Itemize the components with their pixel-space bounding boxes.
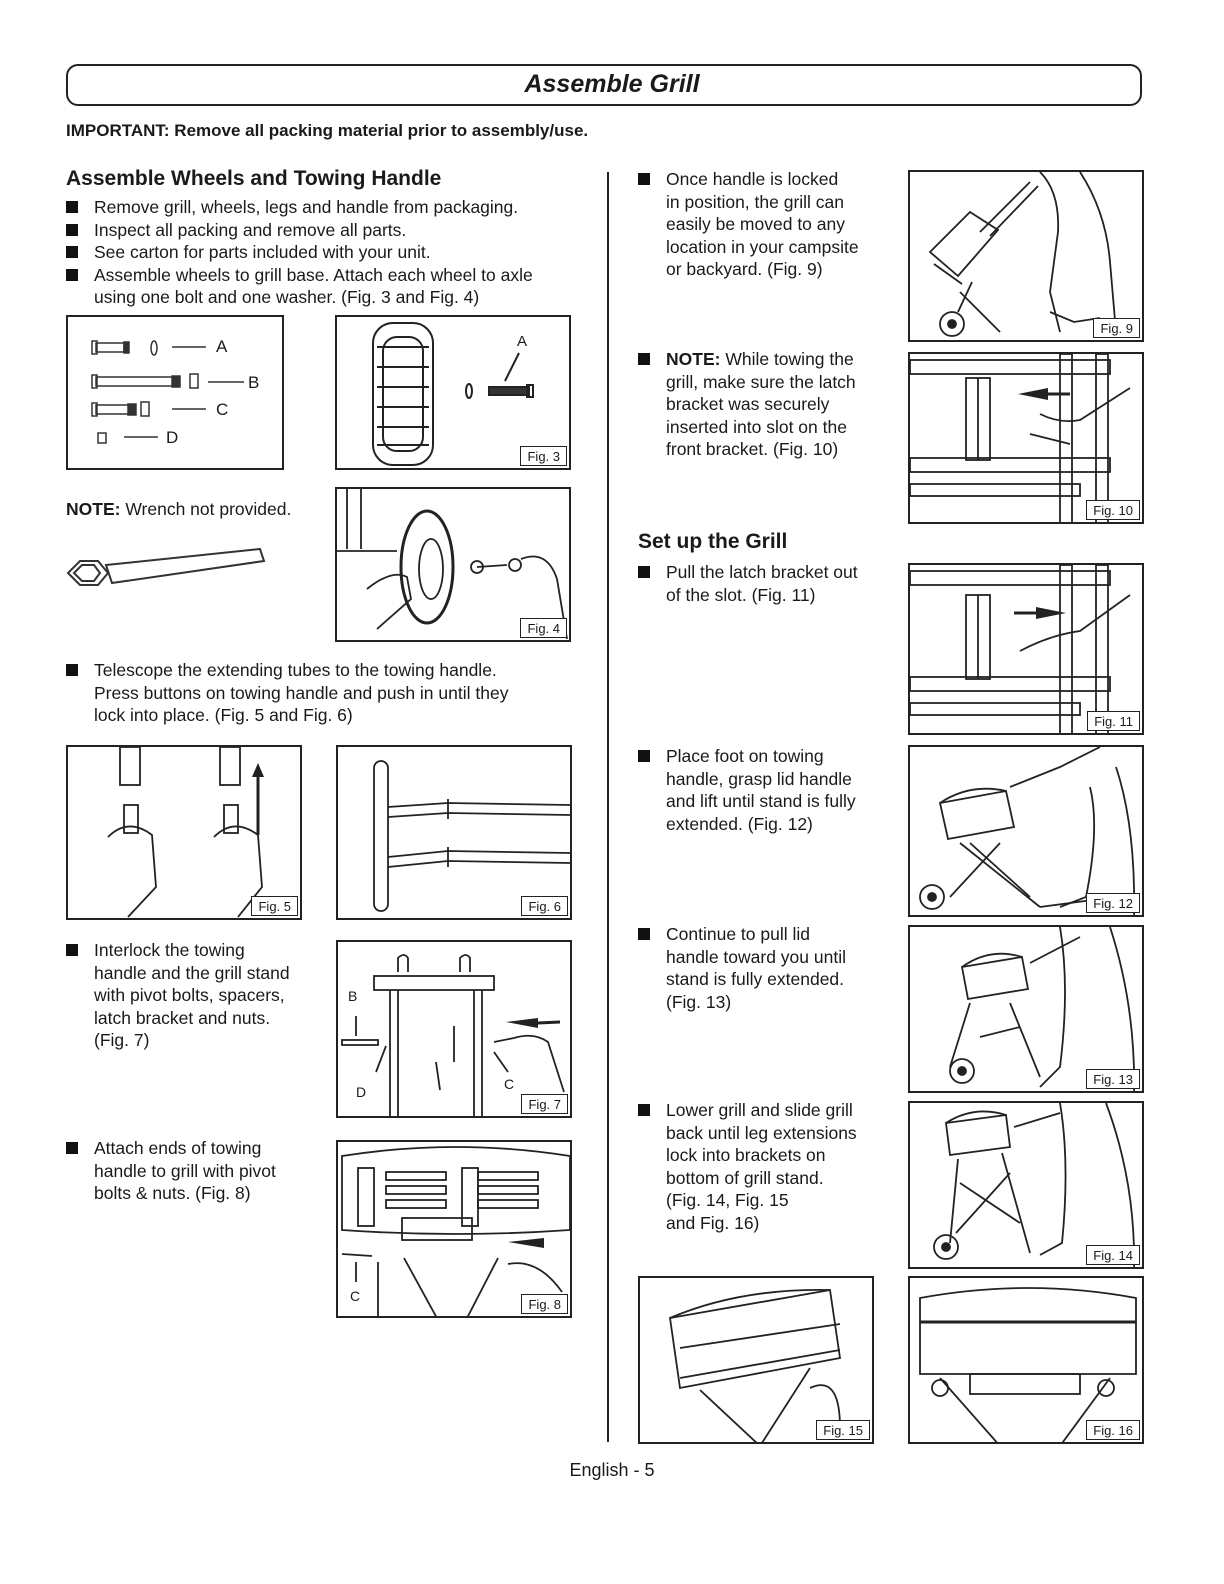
- note-text: grill, make sure the latch: [666, 371, 856, 392]
- list-item-text: and Fig. 16): [666, 1212, 760, 1233]
- note-line: [666, 348, 854, 371]
- list-item: [638, 1099, 893, 1237]
- list-item: [638, 923, 893, 1015]
- figure-6: [336, 745, 572, 920]
- list-item-text: (Fig. 13): [666, 991, 732, 1012]
- list-item-text: easily be moved to any: [666, 214, 845, 234]
- figure-label: Fig. 5: [251, 896, 298, 916]
- list-item-text: Remove grill, wheels, legs and handle from packaging.: [94, 197, 519, 217]
- latch-release-illustration: [910, 565, 1144, 735]
- latch-bracket-illustration: [910, 354, 1144, 524]
- list-item-text: See carton for parts included with your unit.: [94, 242, 431, 262]
- part-label-b: B: [348, 988, 358, 1004]
- page-footer: English - 5: [569, 1460, 655, 1480]
- important-label: IMPORTANT:: [66, 121, 170, 140]
- figure-4: [335, 487, 571, 642]
- bullet-icon: [638, 566, 650, 578]
- section-heading-setup: Set up the Grill: [638, 530, 788, 553]
- list-item-text: stand is fully extended.: [666, 969, 845, 989]
- wrench-icon: [60, 535, 270, 610]
- list-item: [638, 561, 893, 607]
- figure-9: [908, 170, 1144, 342]
- part-label-c: C: [216, 400, 229, 419]
- part-label-a: A: [216, 337, 228, 356]
- part-label-d: D: [356, 1084, 367, 1100]
- note-label: NOTE:: [666, 349, 721, 369]
- figure-11: [908, 563, 1144, 735]
- figure-14: [908, 1101, 1144, 1269]
- list-item: [638, 745, 893, 837]
- figure-15: [638, 1276, 874, 1444]
- section-heading-wheels: Assemble Wheels and Towing Handle: [66, 167, 442, 190]
- bullet-icon: [66, 664, 78, 676]
- figure-5: [66, 745, 302, 920]
- note-text: inserted into slot on the: [666, 416, 847, 437]
- figure-label: Fig. 14: [1086, 1245, 1140, 1265]
- bullet-icon: [66, 224, 78, 236]
- list-item: [638, 168, 893, 283]
- figure-label: Fig. 12: [1086, 893, 1140, 913]
- part-label-b: B: [248, 373, 260, 392]
- towing-grill-illustration: [910, 172, 1144, 342]
- figure-label: Fig. 6: [521, 896, 568, 916]
- bullet-icon: [638, 1104, 650, 1116]
- part-label-c: C: [350, 1288, 361, 1304]
- figure-label: Fig. 9: [1093, 318, 1140, 338]
- list-item-text: latch bracket and nuts.: [94, 1007, 271, 1028]
- note-text: front bracket. (Fig. 10): [666, 439, 839, 459]
- figure-label: Fig. 11: [1087, 711, 1140, 731]
- figure-label: Fig. 8: [521, 1294, 568, 1314]
- list-item-text: Press buttons on towing handle and push in until they: [94, 682, 509, 703]
- parts-figure: [66, 315, 284, 470]
- list-item-text: of the slot. (Fig. 11): [666, 584, 816, 605]
- list-item-text: Attach ends of towing: [94, 1138, 262, 1158]
- list-item-text: handle toward you until: [666, 946, 846, 967]
- list-item: [66, 219, 586, 241]
- figure-label: Fig. 7: [521, 1094, 568, 1114]
- list-item-text: handle and the grill stand: [94, 962, 290, 983]
- list-item-text: bottom of grill stand.: [666, 1167, 824, 1188]
- list-item-text: handle to grill with pivot: [94, 1160, 276, 1181]
- list-item-text: Place foot on towing: [666, 746, 824, 766]
- list-item: [66, 264, 606, 310]
- list-item-text: (Fig. 7): [94, 1030, 150, 1050]
- important-text: Remove all packing material prior to assembly/use.: [174, 121, 589, 140]
- note-item: [638, 348, 893, 463]
- figure-label: Fig. 13: [1086, 1069, 1140, 1089]
- extended-tubes-illustration: [338, 747, 572, 920]
- list-item-text: lock into place. (Fig. 5 and Fig. 6): [94, 705, 353, 725]
- list-item: [66, 939, 316, 1054]
- list-item-text: extended. (Fig. 12): [666, 813, 813, 834]
- figure-12: [908, 745, 1144, 917]
- list-item: [66, 1137, 316, 1207]
- note-wrench: [66, 499, 291, 520]
- bullet-icon: [638, 928, 650, 940]
- list-item-text: and lift until stand is fully: [666, 791, 856, 811]
- list-item-text: handle, grasp lid handle: [666, 768, 852, 789]
- figure-7: [336, 940, 572, 1118]
- handle-attach-illustration: [338, 1142, 572, 1318]
- figure-label: Fig. 3: [520, 446, 567, 466]
- important-notice: [66, 121, 588, 141]
- figure-13: [908, 925, 1144, 1093]
- bullet-icon: [66, 1142, 78, 1154]
- note-text: While towing the: [725, 349, 854, 369]
- figure-16: [908, 1276, 1144, 1444]
- list-item-text: with pivot bolts, spacers,: [94, 985, 285, 1005]
- column-divider: [607, 172, 609, 1442]
- bullet-icon: [638, 173, 650, 185]
- tube-telescope-illustration: [68, 747, 302, 920]
- list-item-text: (Fig. 14, Fig. 15: [666, 1190, 789, 1210]
- bullet-icon: [638, 750, 650, 762]
- list-item-text: using one bolt and one washer. (Fig. 3 and Fig. 4): [94, 287, 480, 307]
- list-item-text: Pull the latch bracket out: [666, 562, 858, 582]
- list-item-text: Continue to pull lid: [666, 924, 810, 944]
- list-item: [66, 659, 606, 727]
- pivot-bolt-illustration: [338, 942, 572, 1118]
- figure-8: [336, 1140, 572, 1318]
- note-text: Wrench not provided.: [125, 499, 292, 519]
- list-item-text: in position, the grill can: [666, 191, 845, 212]
- list-item-text: Lower grill and slide grill: [666, 1100, 853, 1120]
- figure-label: Fig. 15: [816, 1420, 870, 1440]
- list-item-text: Once handle is locked: [666, 169, 839, 189]
- list-item-text: Interlock the towing: [94, 940, 245, 960]
- list-item-text: Inspect all packing and remove all parts.: [94, 219, 407, 240]
- list-item-text: back until leg extensions: [666, 1122, 857, 1143]
- page-title: Assemble Grill: [524, 70, 700, 98]
- list-item-text: Telescope the extending tubes to the towing handle.: [94, 660, 497, 680]
- list-item-text: location in your campsite: [666, 236, 859, 257]
- list-item-text: or backyard. (Fig. 9): [666, 259, 823, 279]
- bullet-icon: [66, 246, 78, 258]
- figure-3: [335, 315, 571, 470]
- part-label-d: D: [166, 428, 179, 447]
- list-item: [66, 196, 586, 218]
- figure-label: Fig. 16: [1086, 1420, 1140, 1440]
- list-item-text: bolts & nuts. (Fig. 8): [94, 1183, 251, 1203]
- figure-label: Fig. 10: [1086, 500, 1140, 520]
- part-label-c: C: [504, 1076, 515, 1092]
- bullet-icon: [66, 269, 78, 281]
- part-label-a: A: [517, 333, 528, 350]
- note-text: bracket was securely: [666, 394, 830, 414]
- list-item: [66, 241, 586, 263]
- figure-10: [908, 352, 1144, 524]
- figure-label: Fig. 4: [520, 618, 567, 638]
- bullet-icon: [66, 201, 78, 213]
- note-label: NOTE:: [66, 499, 121, 519]
- lift-stand-illustration: [910, 747, 1144, 917]
- bullet-icon: [66, 944, 78, 956]
- bullet-icon: [638, 353, 650, 365]
- list-item-text: Assemble wheels to grill base. Attach each wheel to axle: [94, 264, 533, 285]
- list-item-text: lock into brackets on: [666, 1145, 826, 1165]
